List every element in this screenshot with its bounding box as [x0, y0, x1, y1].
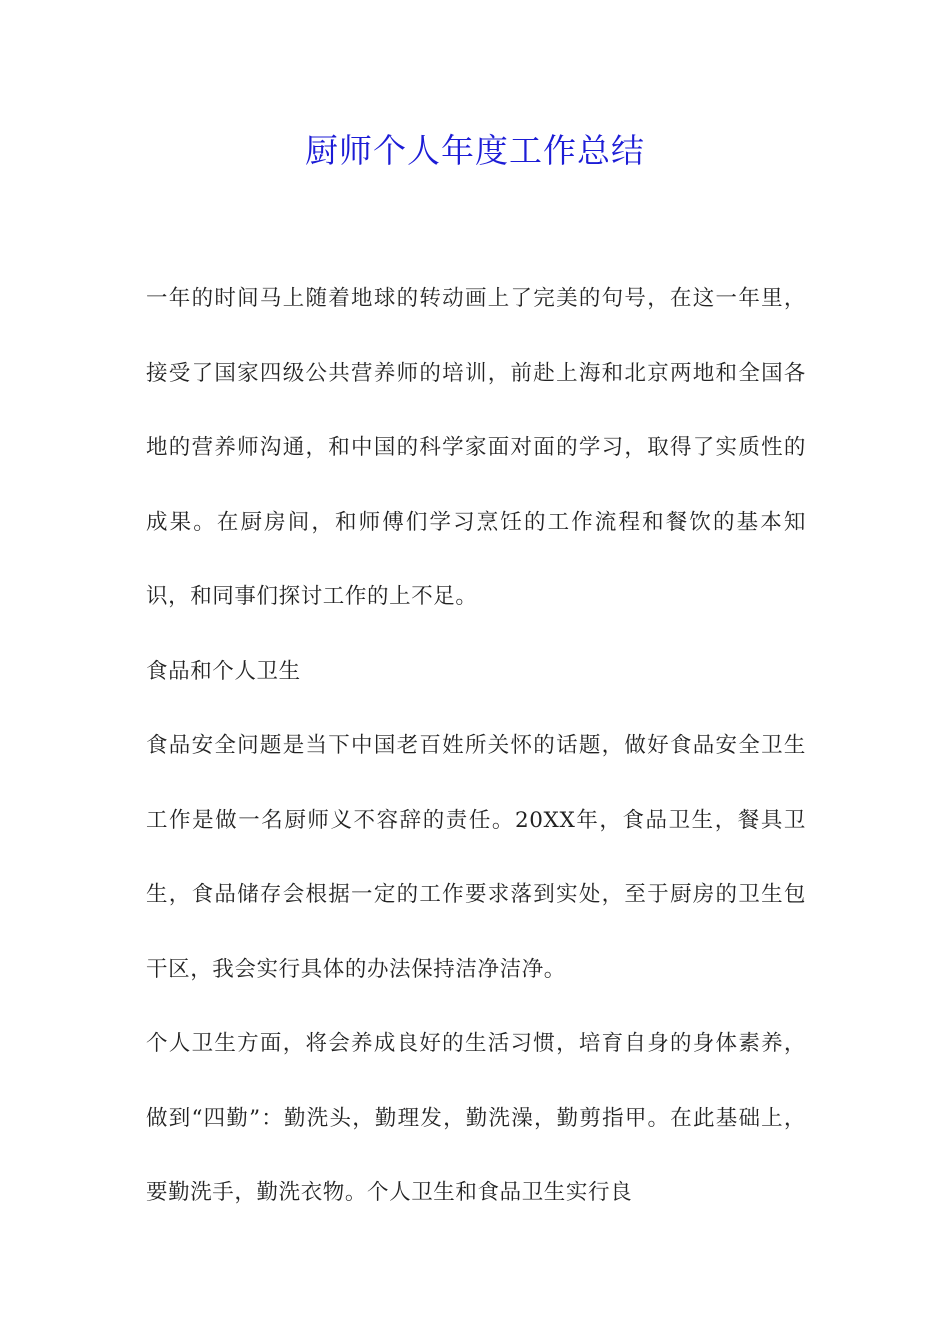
- document-body: [146, 262, 806, 1231]
- paragraph-personal-hygiene: 个人卫生方面，将会养成良好的生活习惯，培育自身的身体素养，做到“四勤”：勤洗头，勤理发，勤洗澡，勤剪指甲。在此基础上，要勤洗手，勤洗衣物。个人卫生和食品卫生实行良: [146, 1031, 806, 1205]
- section-heading-hygiene: 食品和个人卫生: [146, 658, 301, 684]
- document-title: 厨师个人年度工作总结: [305, 131, 645, 170]
- paragraph-intro: 一年的时间马上随着地球的转动画上了完美的句号，在这一年里，接受了国家四级公共营养师的培训，前赴上海和北京两地和全国各地的营养师沟通，和中国的科学家面对面的学习，取得了实质性的成果。在厨房间，和师傅们学习烹饪的工作流程和餐饮的基本知识，和同事们探讨工作的上不足。: [146, 286, 806, 609]
- paragraph-food-safety: 食品安全问题是当下中国老百姓所关怀的话题，做好食品安全卫生工作是做一名厨师义不容辞的责任。20XX年，食品卫生，餐具卫生，食品储存会根据一定的工作要求落到实处，至于厨房的卫生包干区，我会实行具体的办法保持洁净洁净。: [146, 733, 806, 982]
